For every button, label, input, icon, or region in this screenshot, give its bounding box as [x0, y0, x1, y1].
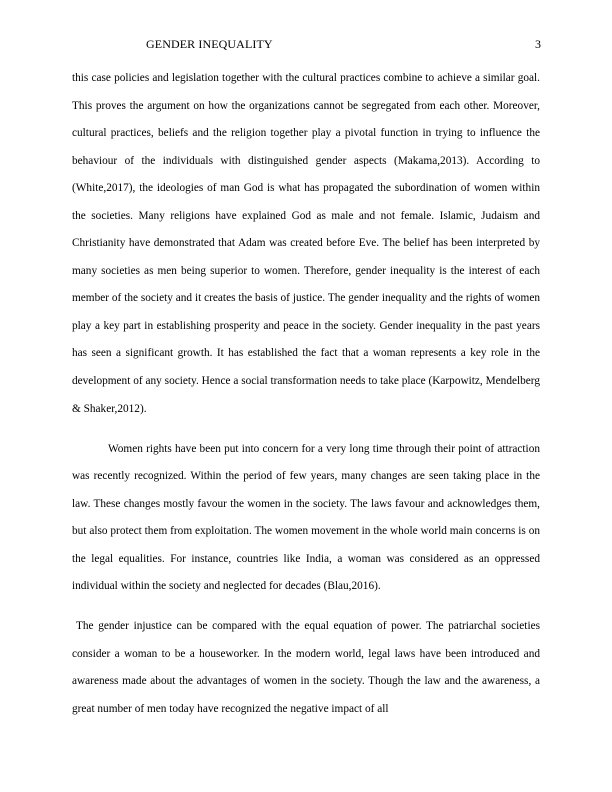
paragraph-3: The gender injustice can be compared with the equal equation of power. The patriarchal societies consider a woman to be a houseworker. In the modern world, legal laws have been introduced and awareness made about the advantages of women in the society. Though the law and the awareness, a great number of men today have recognized the negative impact of all	[72, 620, 540, 716]
running-head: GENDER INEQUALITY	[146, 37, 273, 51]
paragraph-2: Women rights have been put into concern for a very long time through their point of attraction was recently recognized. Within the period of few years, many changes are seen taking place in the law. These changes mostly favour the women in the society. The laws favour and acknowledges them, but also protect them from exploitation. The women movement in the whole world main concerns is on the legal equalities. For instance, countries like India, a woman was considered as an oppressed individual within the society and neglected for decades (Blau,2016).	[72, 442, 540, 593]
paragraph-1: this case policies and legislation together with the cultural practices combine to achieve a similar goal. This proves the argument on how the organizations cannot be segregated from each other. Moreover, cultural practices, beliefs and the religion together play a pivotal function in trying to influence the behaviour of the individuals with distinguished gender aspects (Makama,2013). According to (White,2017), the ideologies of man God is what has propagated the subordination of women within the societies. Many religions have explained God as male and not female. Islamic, Judaism and Christianity have demonstrated that Adam was created before Eve. The belief has been interpreted by many societies as men being superior to women. Therefore, gender inequality is the interest of each member of the society and it creates the basis of justice. The gender inequality and the rights of women play a key part in establishing prosperity and peace in the society. Gender inequality in the past years has seen a significant growth. It has established the fact that a woman represents a key role in the development of any society. Hence a social transformation needs to take place (Karpowitz, Mendelberg & Shaker,2012).	[72, 72, 540, 415]
page-number: 3	[535, 37, 541, 51]
body-text	[72, 65, 540, 724]
